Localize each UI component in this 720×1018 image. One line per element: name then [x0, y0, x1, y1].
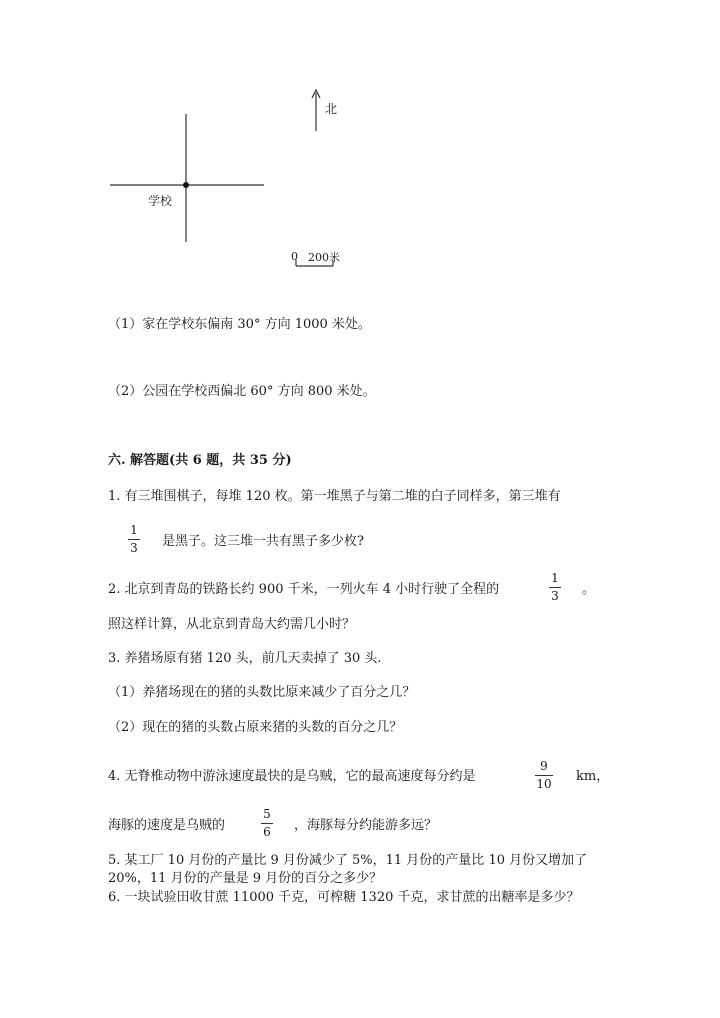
question-1-fraction	[128, 524, 140, 555]
question-6-line-1: 6. 一块试验田收甘蔗 11000 千克，可榨糖 1320 千克，求甘蔗的出糖率是多少？	[108, 890, 580, 905]
question-3-sub-2: （2）现在的猪的头数占原来猪的头数的百分之几？	[108, 720, 403, 735]
fraction-numerator: 1	[551, 571, 559, 585]
task-2: （2）公园在学校西偏北 60° 方向 800 米处。	[108, 384, 376, 399]
scale-zero-label: 0	[291, 250, 298, 263]
question-2-period: 。	[582, 582, 596, 597]
question-5-line-1: 5. 某工厂 10 月份的产量比 9 月份减少了 5%，11 月份的产量比 10 月份又增加了	[108, 853, 588, 868]
question-1-line-1: 1. 有三堆围棋子，每堆 120 枚。第一堆黑子与第二堆的白子同样多，第三堆有	[108, 489, 561, 504]
fraction-denominator: 6	[263, 825, 271, 839]
question-2-line-2: 照这样计算，从北京到青岛大约需几小时？	[108, 617, 356, 632]
question-3-sub-1: （1）养猪场现在的猪的头数比原来减少了百分之几？	[108, 685, 416, 700]
section-title: 六. 解答题(共 6 题，共 35 分)	[108, 453, 292, 468]
question-2-fraction	[549, 572, 561, 603]
scale-value-label: 200米	[308, 251, 340, 264]
question-4-fraction-1	[535, 760, 553, 791]
north-label: 北	[325, 102, 338, 116]
task-1: （1）家在学校东偏南 30° 方向 1000 米处。	[108, 317, 371, 332]
fraction-numerator: 1	[130, 523, 138, 537]
question-4-line-2b: ，海豚每分约能游多远？	[294, 818, 438, 833]
fraction-denominator: 3	[130, 541, 138, 555]
question-3-line-1: 3. 养猪场原有猪 120 头，前几天卖掉了 30 头.	[108, 651, 382, 666]
school-point	[183, 182, 189, 188]
question-1-line-2: 是黑子。这三堆一共有黑子多少枚?	[162, 534, 364, 549]
question-4-line-2a: 海豚的速度是乌贼的	[108, 818, 226, 833]
question-4-unit: km，	[576, 769, 610, 784]
question-2-line-1: 2. 北京到青岛的铁路长约 900 千米，一列火车 4 小时行驶了全程的	[108, 582, 500, 597]
school-label: 学校	[148, 194, 173, 208]
direction-diagram	[0, 0, 720, 300]
fraction-denominator: 3	[551, 589, 559, 603]
question-4-fraction-2	[261, 808, 273, 839]
question-4-line-1: 4. 无脊椎动物中游泳速度最快的是乌贼，它的最高速度每分约是	[108, 769, 476, 784]
fraction-denominator: 10	[536, 777, 552, 791]
fraction-numerator: 9	[540, 759, 548, 773]
fraction-numerator: 5	[263, 807, 271, 821]
question-5-line-2: 20%，11 月份的产量是 9 月份的百分之多少？	[108, 871, 383, 886]
